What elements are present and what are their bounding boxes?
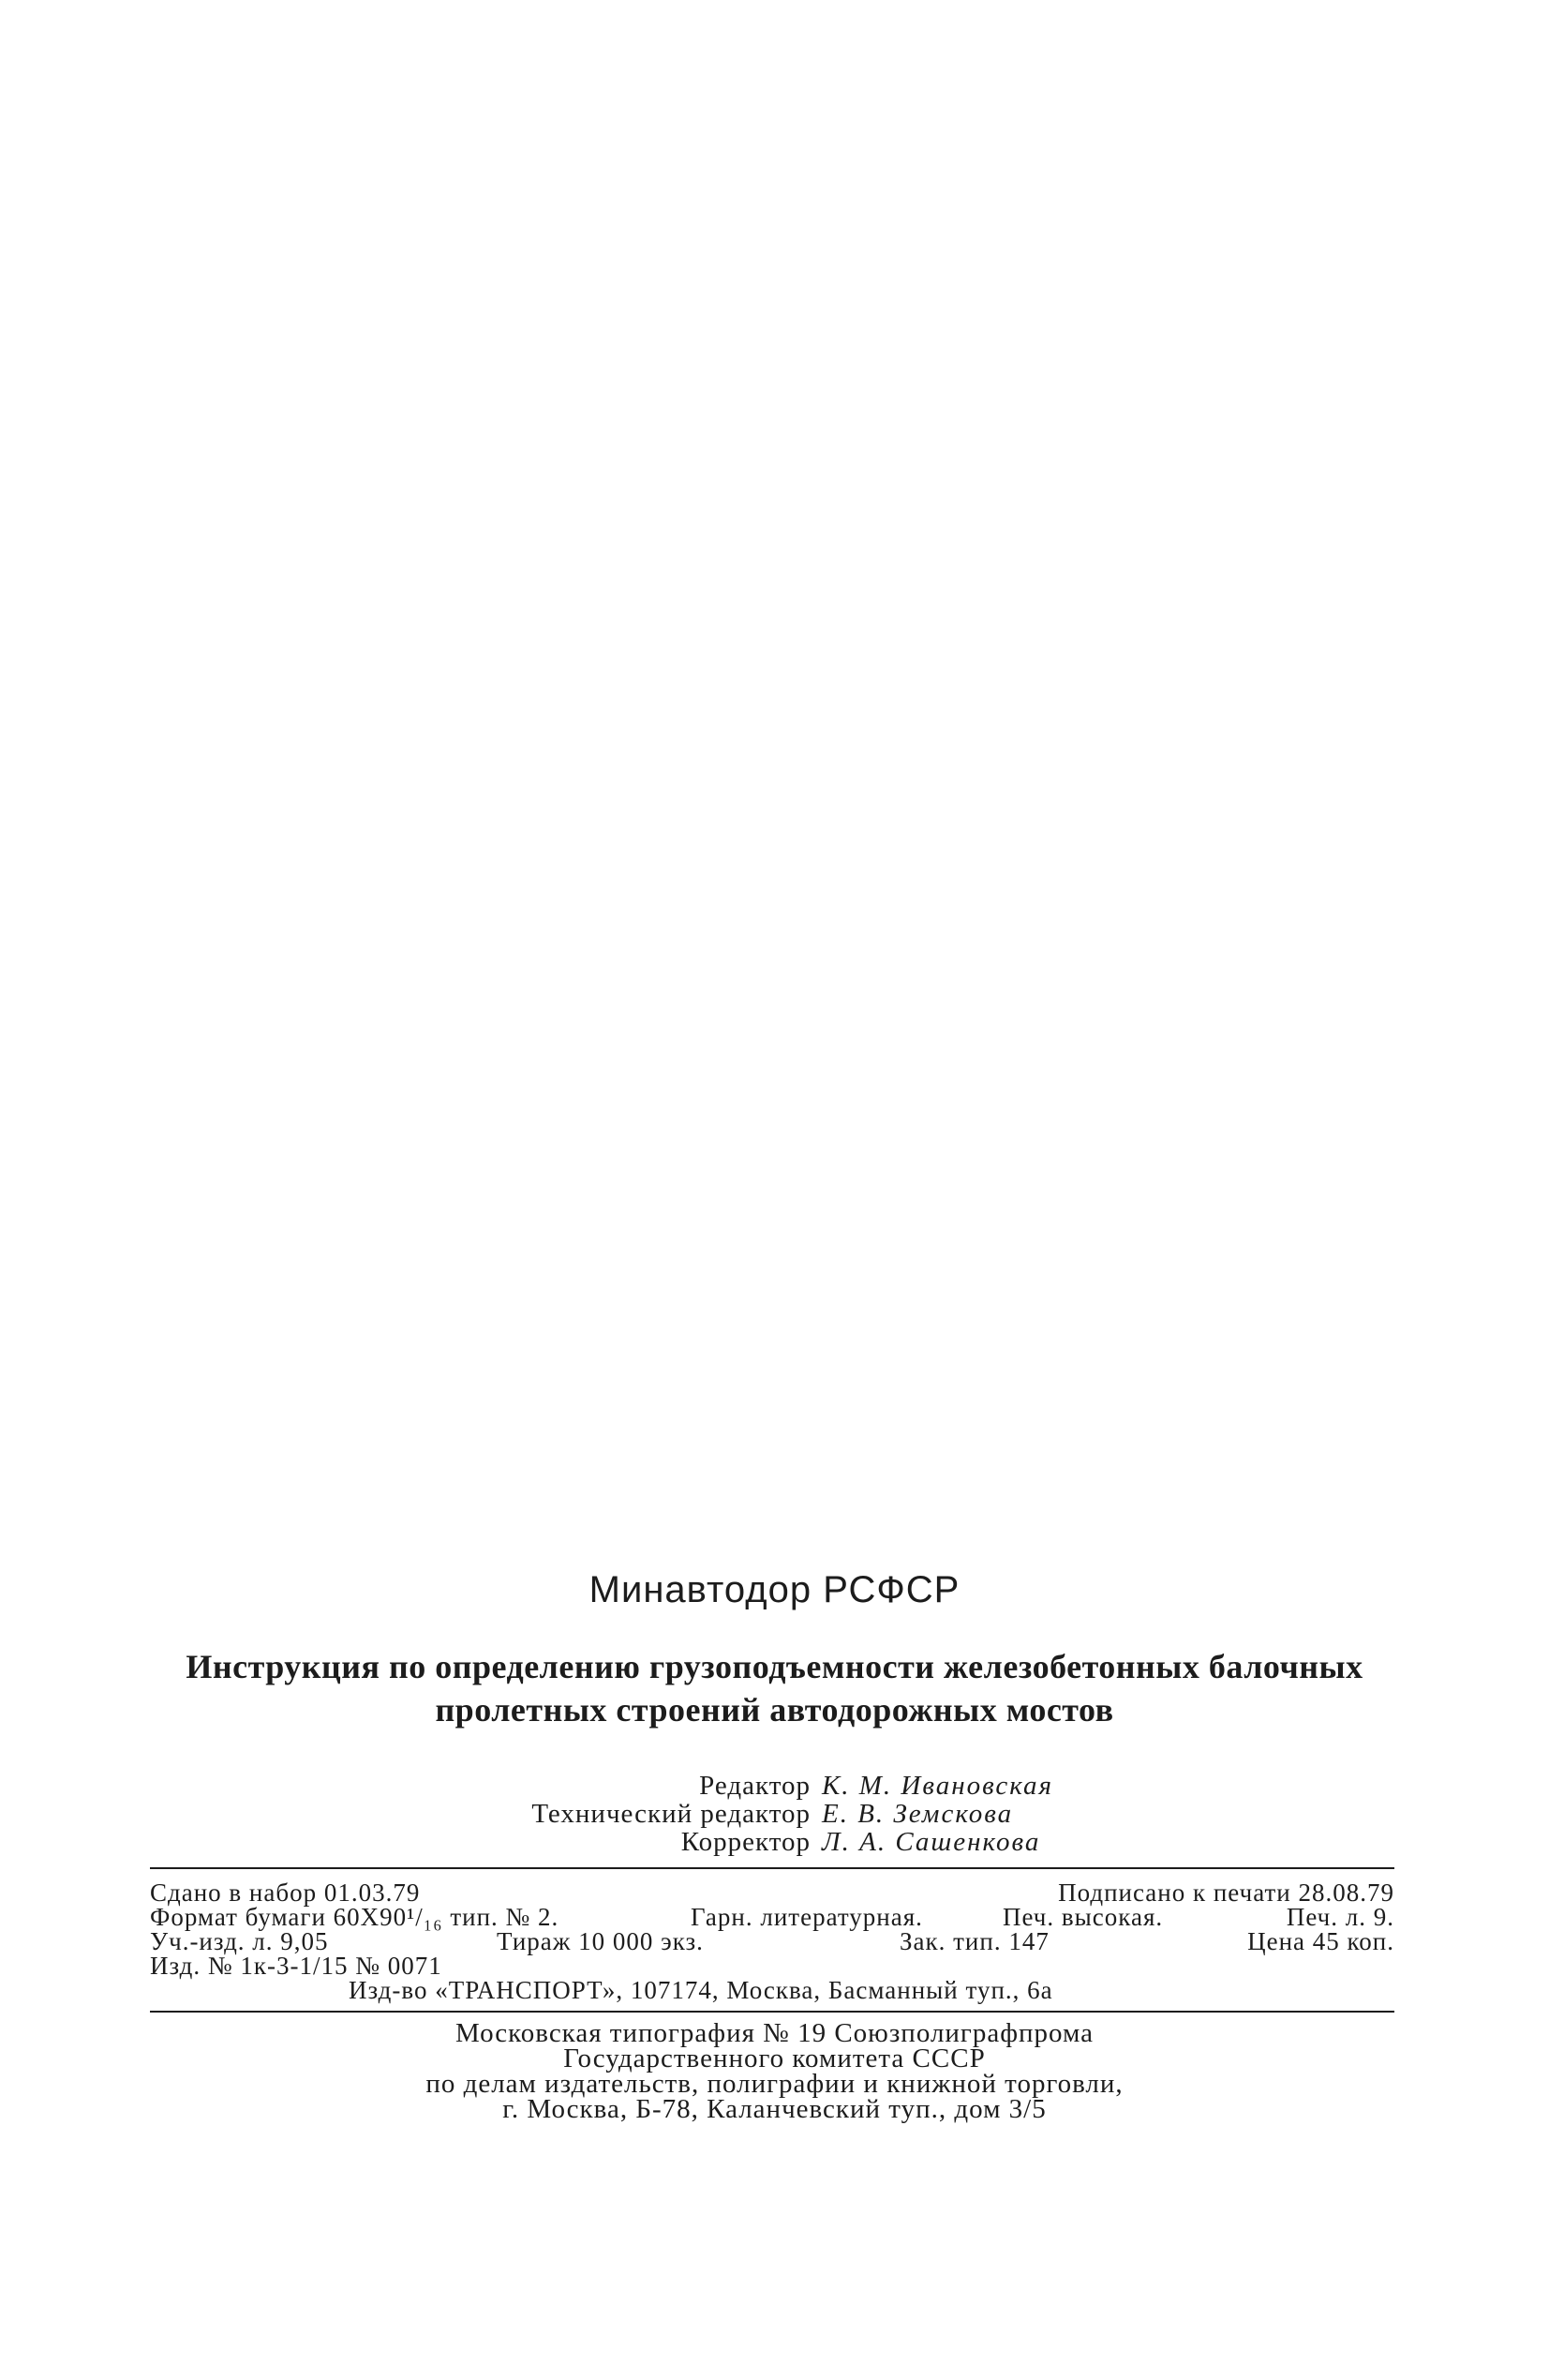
imprint-line-1 — [150, 1880, 1394, 1905]
publisher-address: Изд-во «ТРАНСПОРТ», 107174, Москва, Басманный туп., 6а — [349, 1976, 1053, 2004]
edition-number: Изд. № 1к-3-1/15 № 0071 — [150, 1952, 442, 1980]
divider-bottom — [150, 2011, 1394, 2013]
staff-row-proofreader — [487, 1828, 1053, 1856]
imprint-line-2 — [150, 1905, 1394, 1929]
printer-line-1: Московская типография № 19 Союзполиграфпрома — [455, 2018, 1094, 2048]
editorial-staff — [487, 1772, 1053, 1856]
price: Цена 45 коп. — [1247, 1927, 1394, 1955]
title-line-1: Инструкция по определению грузоподъемности железобетонных балочных — [186, 1648, 1363, 1685]
staff-name: Л. А. Сашенкова — [822, 1827, 1041, 1857]
signed-date: Подписано к печати 28.08.79 — [1058, 1879, 1394, 1907]
staff-role: Корректор — [680, 1827, 811, 1857]
staff-role: Технический редактор — [531, 1799, 811, 1829]
typeface: Гарн. литературная. — [691, 1903, 923, 1931]
staff-row-editor — [487, 1772, 1053, 1800]
printer-block — [0, 2018, 1549, 2124]
imprint-line-5 — [150, 1978, 1394, 2002]
submitted-date: Сдано в набор 01.03.79 — [150, 1879, 421, 1907]
staff-name: Е. В. Земскова — [822, 1799, 1014, 1829]
staff-name: К. М. Ивановская — [822, 1771, 1054, 1801]
document-title — [141, 1645, 1408, 1731]
printer-line-4: г. Москва, Б-78, Каланчевский туп., дом 3/5 — [502, 2094, 1047, 2124]
imprint-line-3 — [150, 1929, 1394, 1953]
printer-line-2: Государственного комитета СССР — [563, 2043, 986, 2073]
print-run: Тираж 10 000 экз. — [497, 1927, 704, 1955]
printer-line-3: по делам издательств, полиграфии и книжной торговли, — [425, 2069, 1124, 2099]
staff-row-technical-editor — [487, 1800, 1053, 1828]
divider-top — [150, 1867, 1394, 1869]
imprint-block — [150, 1880, 1394, 2002]
imprint-line-4 — [150, 1953, 1394, 1978]
publisher-name: Минавтодор РСФСР — [588, 1569, 961, 1610]
order-number: Зак. тип. 147 — [900, 1927, 1050, 1955]
printed-sheets: Печ. л. 9. — [1286, 1903, 1394, 1931]
printing-method: Печ. высокая. — [1003, 1903, 1164, 1931]
staff-role: Редактор — [699, 1771, 811, 1801]
paper-format: Формат бумаги 60Х90¹/₁₆ тип. № 2. — [150, 1903, 559, 1931]
edition-sheets: Уч.-изд. л. 9,05 — [150, 1927, 329, 1955]
title-line-2: пролетных строений автодорожных мостов — [435, 1691, 1114, 1729]
